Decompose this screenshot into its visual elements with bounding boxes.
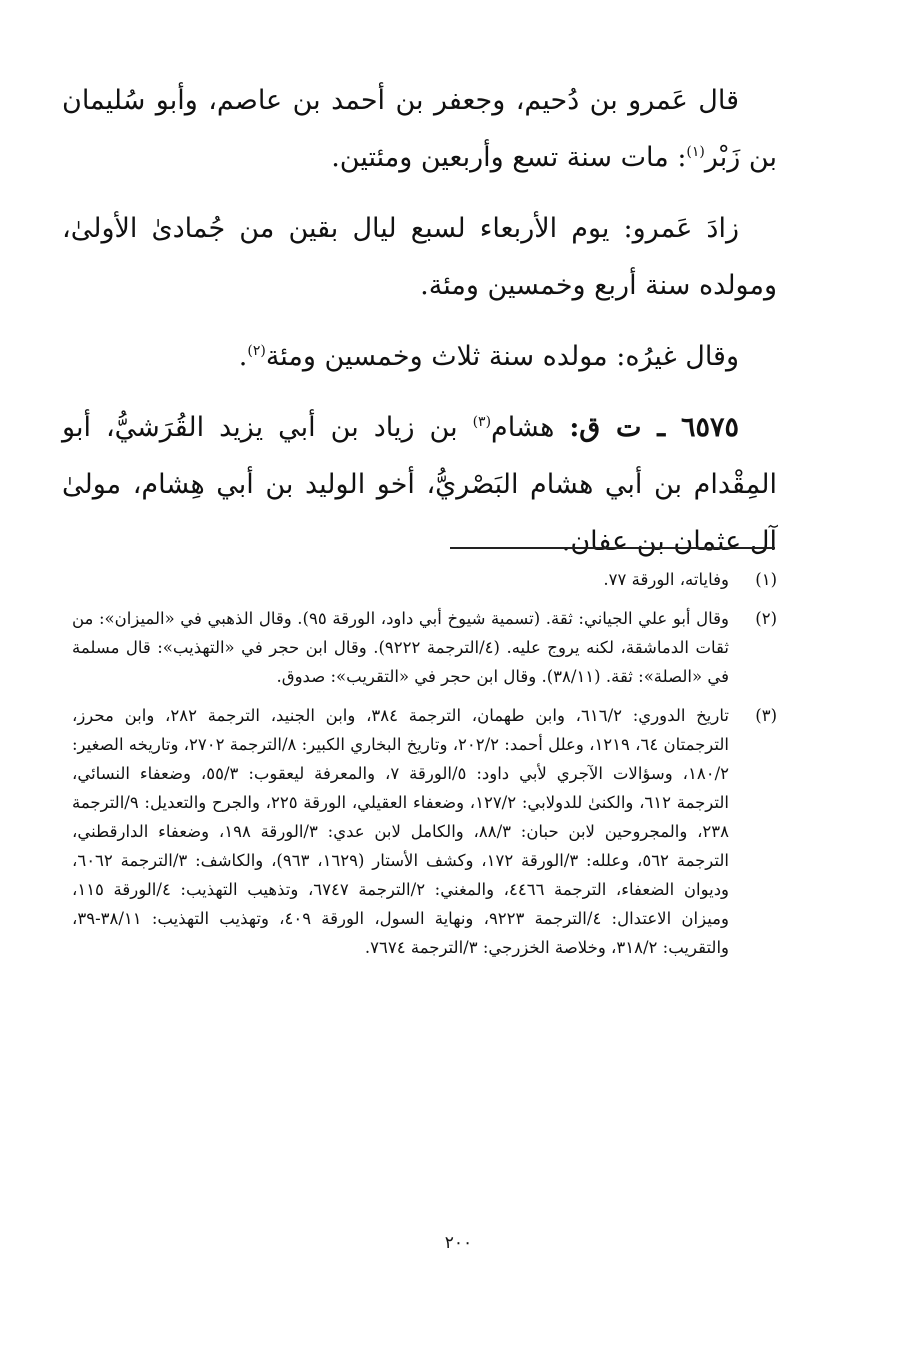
footnote-text: تاريخ الدوري: ٦١٦/٢، وابن طهمان، الترجمة ٣٨٤، وابن الجنيد، الترجمة ٢٨٢، وابن محرز، الترجمتان ٦٤، ١٢١٩، وعلل أحمد: ٢٠٢/٢، وتاريخ البخاري الكبير: ٨/الترجمة ٢٧٠٢، وتاريخه الصغير: ١٨٠/٢، وسؤالات الآجري لأبي داود: ٥/الورقة ٧، والمعرفة ليعقوب: ٥٥/٣، وضعفاء النسائي، الترجمة ٦١٢، والكنىٰ للدولابي: ١٢٧/٢، وضعفاء العقيلي، الورقة ٢٢٥، والجرح والتعديل: ٩/الترجمة ٢٣٨، والمجروحين لابن حبان: ٨٨/٣، والكامل لابن عدي: ٣/الورقة ١٩٨، وضعفاء الدارقطني، الترجمة ٥٦٢، وعلله: ٣/الورقة ١٧٢، وكشف الأستار (١٦٢٩، ٩٦٣)، والكاشف: ٣/الترجمة ٦٠٦٢، وديوان الضعفاء، الترجمة ٤٤٦٦، والمغني: ٢/الترجمة ٦٧٤٧، وتذهيب التهذيب: ٤/الورقة ١١٥، وميزان الاعتدال: ٤/الترجمة ٩٢٢٣، ونهاية السول، الورقة ٤٠٩، وتهذيب التهذيب: ٣٨/١١-٣٩، والتقريب: ٣١٨/٢، وخلاصة الخزرجي: ٣/الترجمة ٧٦٧٤.	[72, 706, 730, 957]
paragraph-birth-alternative	[62, 328, 777, 385]
footnote-ref-2[interactable]: (٢)	[247, 343, 266, 359]
footnote-2	[72, 604, 777, 691]
footnote-1	[72, 565, 777, 594]
entry-text: بن زياد بن أبي يزيد القُرَشيُّ، أبو المِقْدام بن أبي هشام البَصْريُّ، أخو الوليد بن أبي هِشام، مولىٰ آل عثمان بن عفان.	[62, 412, 777, 557]
paragraph-text: .	[238, 341, 248, 372]
paragraph-text: قال عَمرو بن دُحيم، وجعفر بن أحمد بن عاصم، وأبو سُليمان بن زَبْر	[62, 85, 777, 173]
paragraph-additional-detail: زادَ عَمرو: يوم الأربعاء لسبع ليال بقين من جُمادىٰ الأولىٰ، ومولده سنة أربع وخمسين ومئة.	[62, 213, 777, 301]
footnote-number: (٣)	[755, 706, 777, 725]
footnote-number: (٢)	[755, 609, 777, 628]
footnote-text: وفاياته، الورقة ٧٧.	[603, 570, 729, 589]
footnote-separator	[450, 547, 775, 549]
entry-number: ٦٥٧٥ ـ ت ق:	[569, 412, 739, 443]
footnotes	[72, 565, 777, 972]
paragraph-death-date	[62, 72, 777, 186]
paragraph-text: وقال غيرُه: مولده سنة ثلاث وخمسين ومئة	[265, 341, 739, 372]
biography-entry	[62, 399, 777, 570]
footnote-ref-3[interactable]: (٣)	[472, 414, 492, 430]
page-number: ٢٠٠	[444, 1233, 473, 1253]
footnote-number: (١)	[755, 570, 777, 589]
footnote-3	[72, 701, 777, 962]
footnote-text: وقال أبو علي الجياني: ثقة. (تسمية شيوخ أبي داود، الورقة ٩٥). وقال الذهبي في «الميزان»: من ثقات الدماشقة، لكنه يروج عليه. (٤/الترجمة ٩٢٢٢). وقال ابن حجر في «التهذيب»: قال مسلمة في «الصلة»: ثقة. (٣٨/١١). وقال ابن حجر في «التقريب»: صدوق.	[72, 609, 729, 686]
paragraph-text: : مات سنة تسع وأربعين ومئتين.	[331, 142, 687, 173]
main-text	[62, 72, 777, 584]
footnote-ref-1[interactable]: (١)	[686, 144, 705, 160]
entry-name: هشام	[491, 412, 570, 443]
